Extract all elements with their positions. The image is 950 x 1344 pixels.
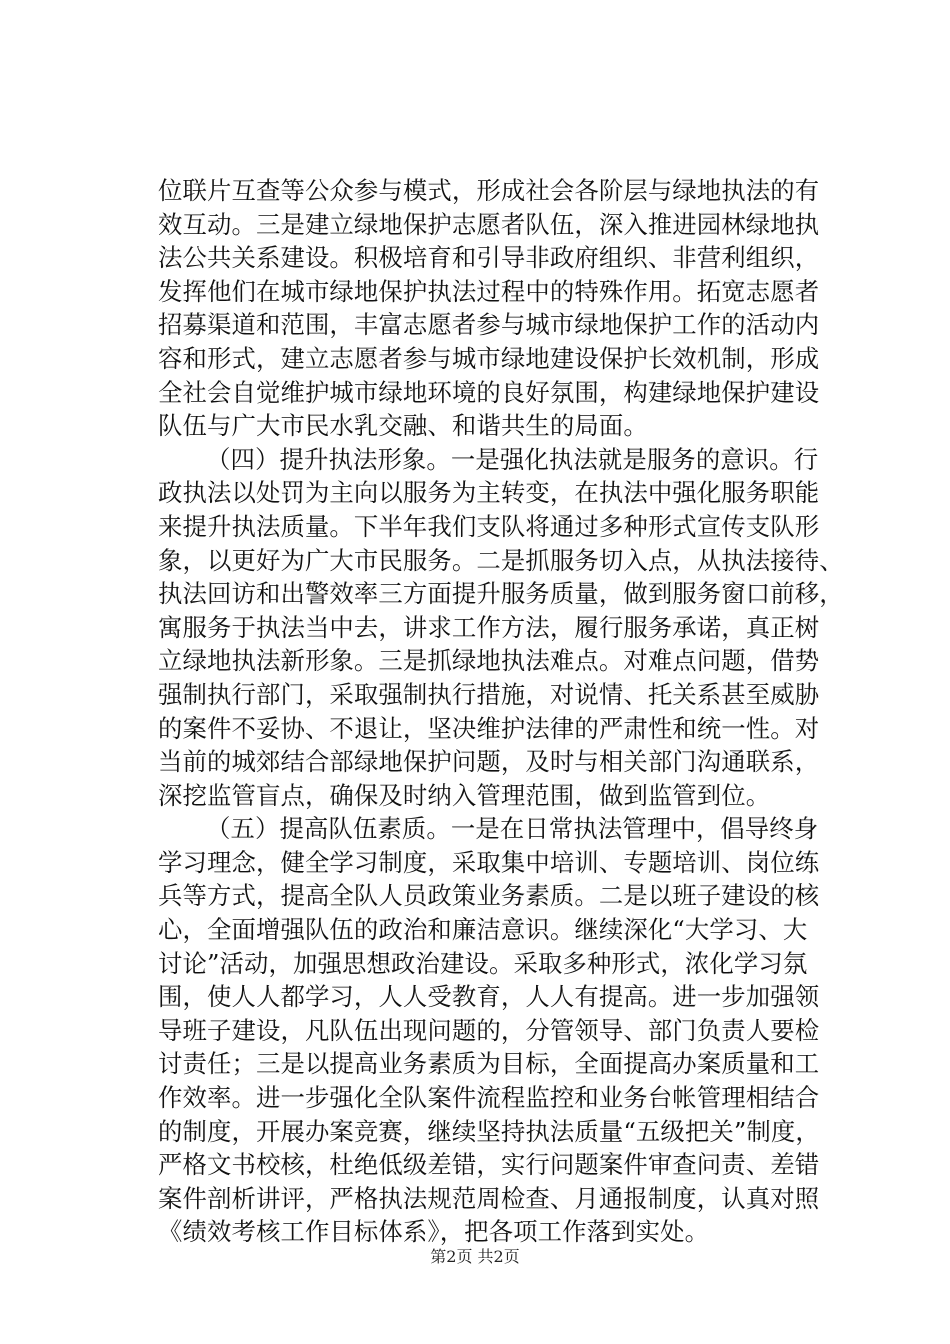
text-line: 全社会自觉维护城市绿地环境的良好氛围，构建绿地保护建设: [158, 377, 820, 407]
text-line: 讨责任；三是以提高业务素质为目标，全面提高办案质量和工: [158, 1049, 820, 1079]
text-line: 执法回访和出警效率三方面提升服务质量，做到服务窗口前移，: [158, 579, 844, 609]
text-line: 来提升执法质量。下半年我们支队将通过多种形式宣传支队形: [158, 511, 820, 541]
text-line: 当前的城郊结合部绿地保护问题，及时与相关部门沟通联系，: [158, 747, 820, 777]
text-line: 发挥他们在城市绿地保护执法过程中的特殊作用。拓宽志愿者: [158, 276, 820, 306]
text-line: 讨论”活动，加强思想政治建设。采取多种形式，浓化学习氛: [158, 948, 808, 978]
text-line: 心，全面增强队伍的政治和廉洁意识。继续深化“大学习、大: [158, 915, 808, 945]
text-line: 严格文书校核，杜绝低级差错，实行问题案件审查问责、差错: [158, 1150, 820, 1180]
text-line: 政执法以处罚为主向以服务为主转变，在执法中强化服务职能: [158, 478, 820, 508]
text-line: 象，以更好为广大市民服务。二是抓服务切入点，从执法接待、: [158, 545, 844, 575]
text-line: 学习理念，健全学习制度，采取集中培训、专题培训、岗位练: [158, 847, 820, 877]
section-heading-line: （五）提高队伍素质。一是在日常执法管理中，倡导终身: [206, 814, 819, 844]
text-line: 强制执行部门，采取强制执行措施，对说情、托关系甚至威胁: [158, 679, 820, 709]
text-line: 作效率。进一步强化全队案件流程监控和业务台帐管理相结合: [158, 1083, 820, 1113]
page-footer: 第2页 共2页: [430, 1247, 520, 1266]
text-line: 位联片互查等公众参与模式，形成社会各阶层与绿地执法的有: [158, 176, 820, 205]
text-line: 容和形式，建立志愿者参与城市绿地建设保护长效机制，形成: [158, 343, 820, 373]
text-line: 的制度，开展办案竞赛，继续坚持执法质量“五级把关”制度，: [158, 1116, 820, 1146]
text-line: 立绿地执法新形象。三是抓绿地执法难点。对难点问题，借势: [158, 646, 820, 676]
text-line: 导班子建设，凡队伍出现问题的，分管领导、部门负责人要检: [158, 1015, 820, 1045]
text-line: 队伍与广大市民水乳交融、和谐共生的局面。: [158, 411, 648, 441]
text-line: 效互动。三是建立绿地保护志愿者队伍，深入推进园林绿地执: [158, 209, 820, 239]
text-line: 招募渠道和范围，丰富志愿者参与城市绿地保护工作的活动内: [158, 310, 820, 340]
section-heading-line: （四）提升执法形象。一是强化执法就是服务的意识。行: [206, 444, 819, 474]
body-text: [158, 174, 844, 1249]
text-line: 的案件不妥协、不退让，坚决维护法律的严肃性和统一性。对: [158, 713, 820, 743]
text-line: 法公共关系建设。积极培育和引导非政府组织、非营利组织，: [158, 243, 820, 273]
text-line: 围，使人人都学习，人人受教育，人人有提高。进一步加强领: [158, 982, 820, 1012]
text-line: 案件剖析讲评，严格执法规范周检查、月通报制度，认真对照: [158, 1183, 820, 1213]
text-line: 《绩效考核工作目标体系》，把各项工作落到实处。: [158, 1217, 710, 1247]
text-line: 寓服务于执法当中去，讲求工作方法，履行服务承诺，真正树: [158, 612, 820, 642]
text-line: 深挖监管盲点，确保及时纳入管理范围，做到监管到位。: [158, 780, 771, 810]
text-line: 兵等方式，提高全队人员政策业务素质。二是以班子建设的核: [158, 881, 820, 911]
